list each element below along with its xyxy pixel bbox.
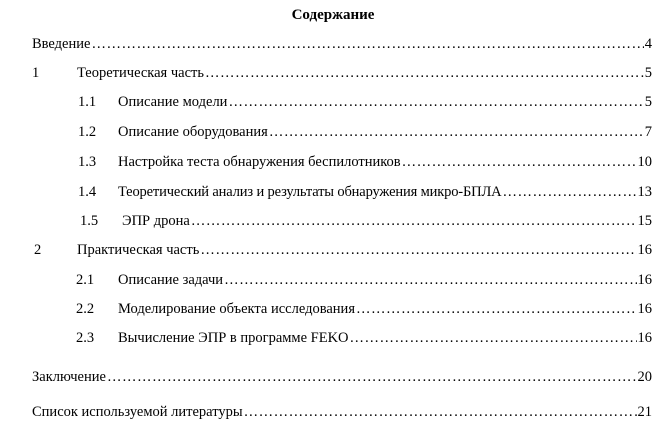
dot-leader — [350, 329, 637, 347]
toc-entry-page: 20 — [637, 369, 652, 385]
toc-entry-page: 10 — [637, 154, 652, 170]
dot-leader — [356, 300, 637, 318]
toc-entry-label: Теоретическая часть — [77, 65, 204, 81]
toc-entry-page: 7 — [644, 124, 652, 140]
toc-entry-number: 1.5 — [80, 213, 99, 229]
toc-entry-label: Вычисление ЭПР в программе FEKO — [118, 330, 349, 346]
toc-entry-section-1-5 — [80, 212, 652, 230]
toc-entry-section-1-2 — [78, 123, 652, 141]
toc-title: Содержание — [291, 7, 375, 23]
toc-entry-number: 1.1 — [78, 94, 97, 110]
toc-entry-number: 2.3 — [76, 330, 95, 346]
toc-entry-page: 16 — [637, 330, 652, 346]
toc-entry-references — [32, 403, 652, 421]
toc-entry-page: 16 — [637, 242, 652, 258]
toc-entry-label: Описание задачи — [118, 272, 224, 288]
toc-entry-label: Моделирование объекта исследования — [118, 301, 355, 317]
toc-entry-page: 16 — [637, 272, 652, 288]
toc-entry-page: 5 — [644, 65, 652, 81]
toc-entry-label: Список используемой литературы — [32, 404, 243, 420]
toc-entry-label: ЭПР дрона — [122, 213, 190, 229]
toc-entry-section-1-4 — [78, 183, 652, 201]
toc-entry-label: Описание модели — [118, 94, 228, 110]
dot-leader — [191, 212, 637, 230]
toc-entry-conclusion — [32, 368, 652, 386]
toc-entry-label: Описание оборудования — [118, 124, 268, 140]
toc-entry-number: 2.1 — [76, 272, 95, 288]
toc-entry-number: 2 — [34, 242, 42, 258]
dot-leader — [200, 241, 636, 259]
toc-entry-number: 1.2 — [78, 124, 97, 140]
dot-leader — [91, 35, 643, 53]
toc-entry-introduction — [32, 35, 652, 53]
toc-entry-number: 2.2 — [76, 301, 95, 317]
toc-entry-number: 1.4 — [78, 184, 97, 200]
toc-entry-section-1-3 — [78, 153, 652, 171]
toc-entry-chapter-2 — [34, 241, 652, 259]
dot-leader — [402, 153, 637, 171]
toc-entry-page: 13 — [637, 184, 652, 200]
toc-entry-number: 1 — [32, 65, 40, 81]
toc-entry-label: Теоретический анализ и результаты обнаружения микро-БПЛА — [118, 184, 502, 200]
dot-leader — [269, 123, 644, 141]
dot-leader — [502, 183, 636, 201]
toc-entry-page: 16 — [637, 301, 652, 317]
toc-entry-chapter-1 — [32, 64, 652, 82]
toc-entry-page: 5 — [644, 94, 652, 110]
toc-entry-section-1-1 — [78, 93, 652, 111]
toc-entry-page: 15 — [637, 213, 652, 229]
dot-leader — [224, 271, 636, 289]
toc-entry-section-2-1 — [76, 271, 652, 289]
toc-entry-section-2-3 — [76, 329, 652, 347]
dot-leader — [205, 64, 644, 82]
dot-leader — [244, 403, 637, 421]
dot-leader — [107, 368, 637, 386]
dot-leader — [228, 93, 643, 111]
toc-entry-page: 21 — [637, 404, 652, 420]
toc-entry-label: Практическая часть — [77, 242, 200, 258]
toc-entry-label: Заключение — [32, 369, 106, 385]
toc-entry-label: Настройка теста обнаружения беспилотников — [118, 154, 401, 170]
toc-entry-label: Введение — [32, 36, 91, 52]
toc-entry-number: 1.3 — [78, 154, 97, 170]
toc-entry-page: 4 — [644, 36, 652, 52]
toc-entry-section-2-2 — [76, 300, 652, 318]
